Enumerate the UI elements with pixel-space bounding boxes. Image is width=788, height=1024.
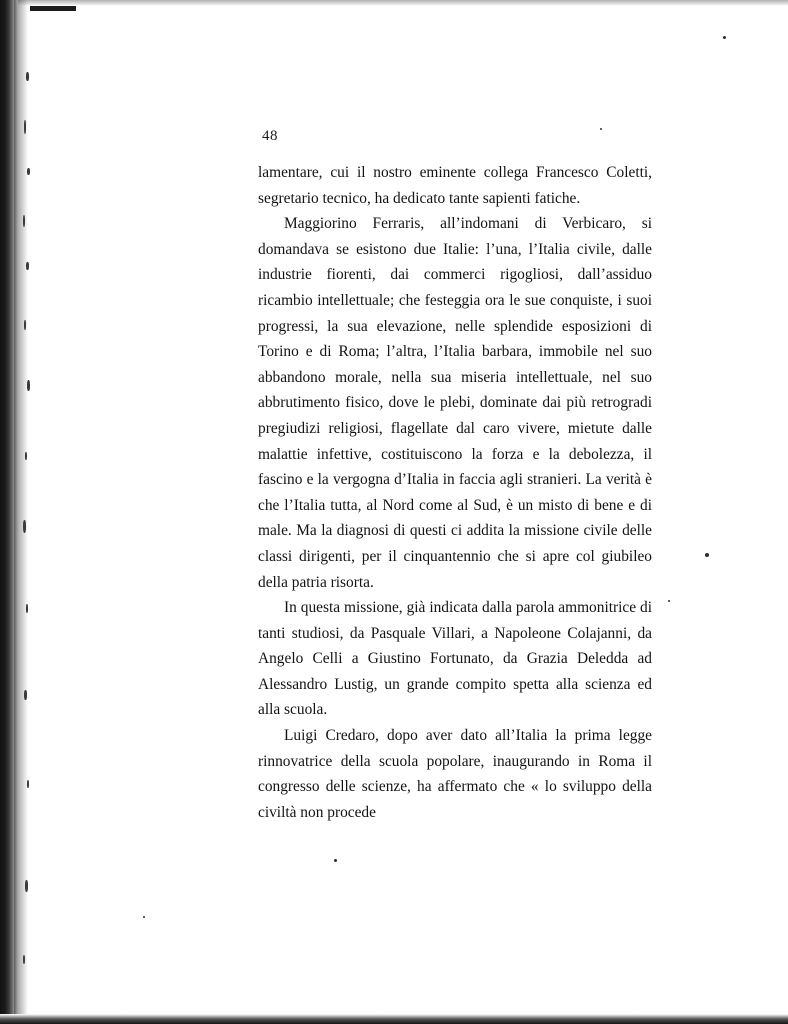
scan-speckle (24, 320, 26, 330)
scan-edge-top (0, 0, 788, 6)
paragraph: lamentare, cui il nostro eminente collega Francesco Coletti, segretario tecnico, ha dedicato tante sapienti fatiche. (258, 164, 652, 207)
scan-speckle (27, 168, 30, 175)
body-text (258, 160, 652, 825)
scan-speckle (25, 880, 28, 892)
scan-speckle (26, 604, 28, 613)
ink-speck (668, 600, 670, 602)
page-number: 48 (262, 128, 278, 144)
scan-speckle (26, 72, 29, 81)
scan-edge-nick (30, 6, 76, 11)
paragraph: Maggiorino Ferraris, all’indomani di Verbicaro, si domandava se esistono due Italie: l’una, l’Italia civile, dalle industrie fiorenti, dai commerci rigogliosi, dall’assiduo ricambio intellettuale; che festeggia ora le sue conquiste, i suoi progressi, la sua elevazione, nelle splendide esposizioni di Torino e di Roma; l’altra, l’Italia barbara, immobile nel suo abbandono morale, nella sua miseria intellettuale, nel suo abbrutimento fisico, dove le plebi, dominate dai più retrogradi pregiudizi religiosi, flagellate dal caro vivere, mietute dalle malattie infettive, costituiscono la forza e la debolezza, il fascino e la vergogna d’Italia in faccia agli stranieri. La verità è che l’Italia tutta, al Nord come al Sud, è un misto di bene e di male. Ma la diagnosi di questi ci addita la missione civile delle classi dirigenti, per il cinquantennio che si apre col giubileo della patria risorta. (258, 215, 652, 591)
scan-speckle (27, 380, 30, 391)
paragraph: Luigi Credaro, dopo aver dato all’Italia la prima legge rinnovatrice della scuola popolare, inaugurando in Roma il congresso delle scienze, ha affermato che « lo sviluppo della civiltà non procede (258, 727, 652, 821)
ink-speck (705, 553, 709, 557)
scan-speckle (25, 452, 27, 460)
scan-speckle (23, 215, 25, 227)
scan-speckle (26, 262, 29, 270)
scan-speckle (27, 780, 29, 788)
ink-speck (600, 128, 602, 130)
scan-speckle (23, 520, 26, 533)
ink-speck (723, 36, 726, 39)
scan-speckle (24, 690, 27, 700)
ink-speck (143, 916, 145, 918)
scan-speckle (24, 120, 26, 134)
scan-edge-bottom (0, 1014, 788, 1024)
ink-speck (334, 859, 337, 862)
scan-edge-left-shadow (14, 0, 28, 1024)
paragraph: In questa missione, già indicata dalla parola ammonitrice di tanti studiosi, da Pasquale Villari, a Napoleone Colajanni, da Angelo Celli a Giustino Fortunato, da Grazia Deledda ad Alessandro Lustig, un grande compito spetta alla scienza ed alla scuola. (258, 599, 652, 719)
scan-speckle (23, 955, 25, 964)
